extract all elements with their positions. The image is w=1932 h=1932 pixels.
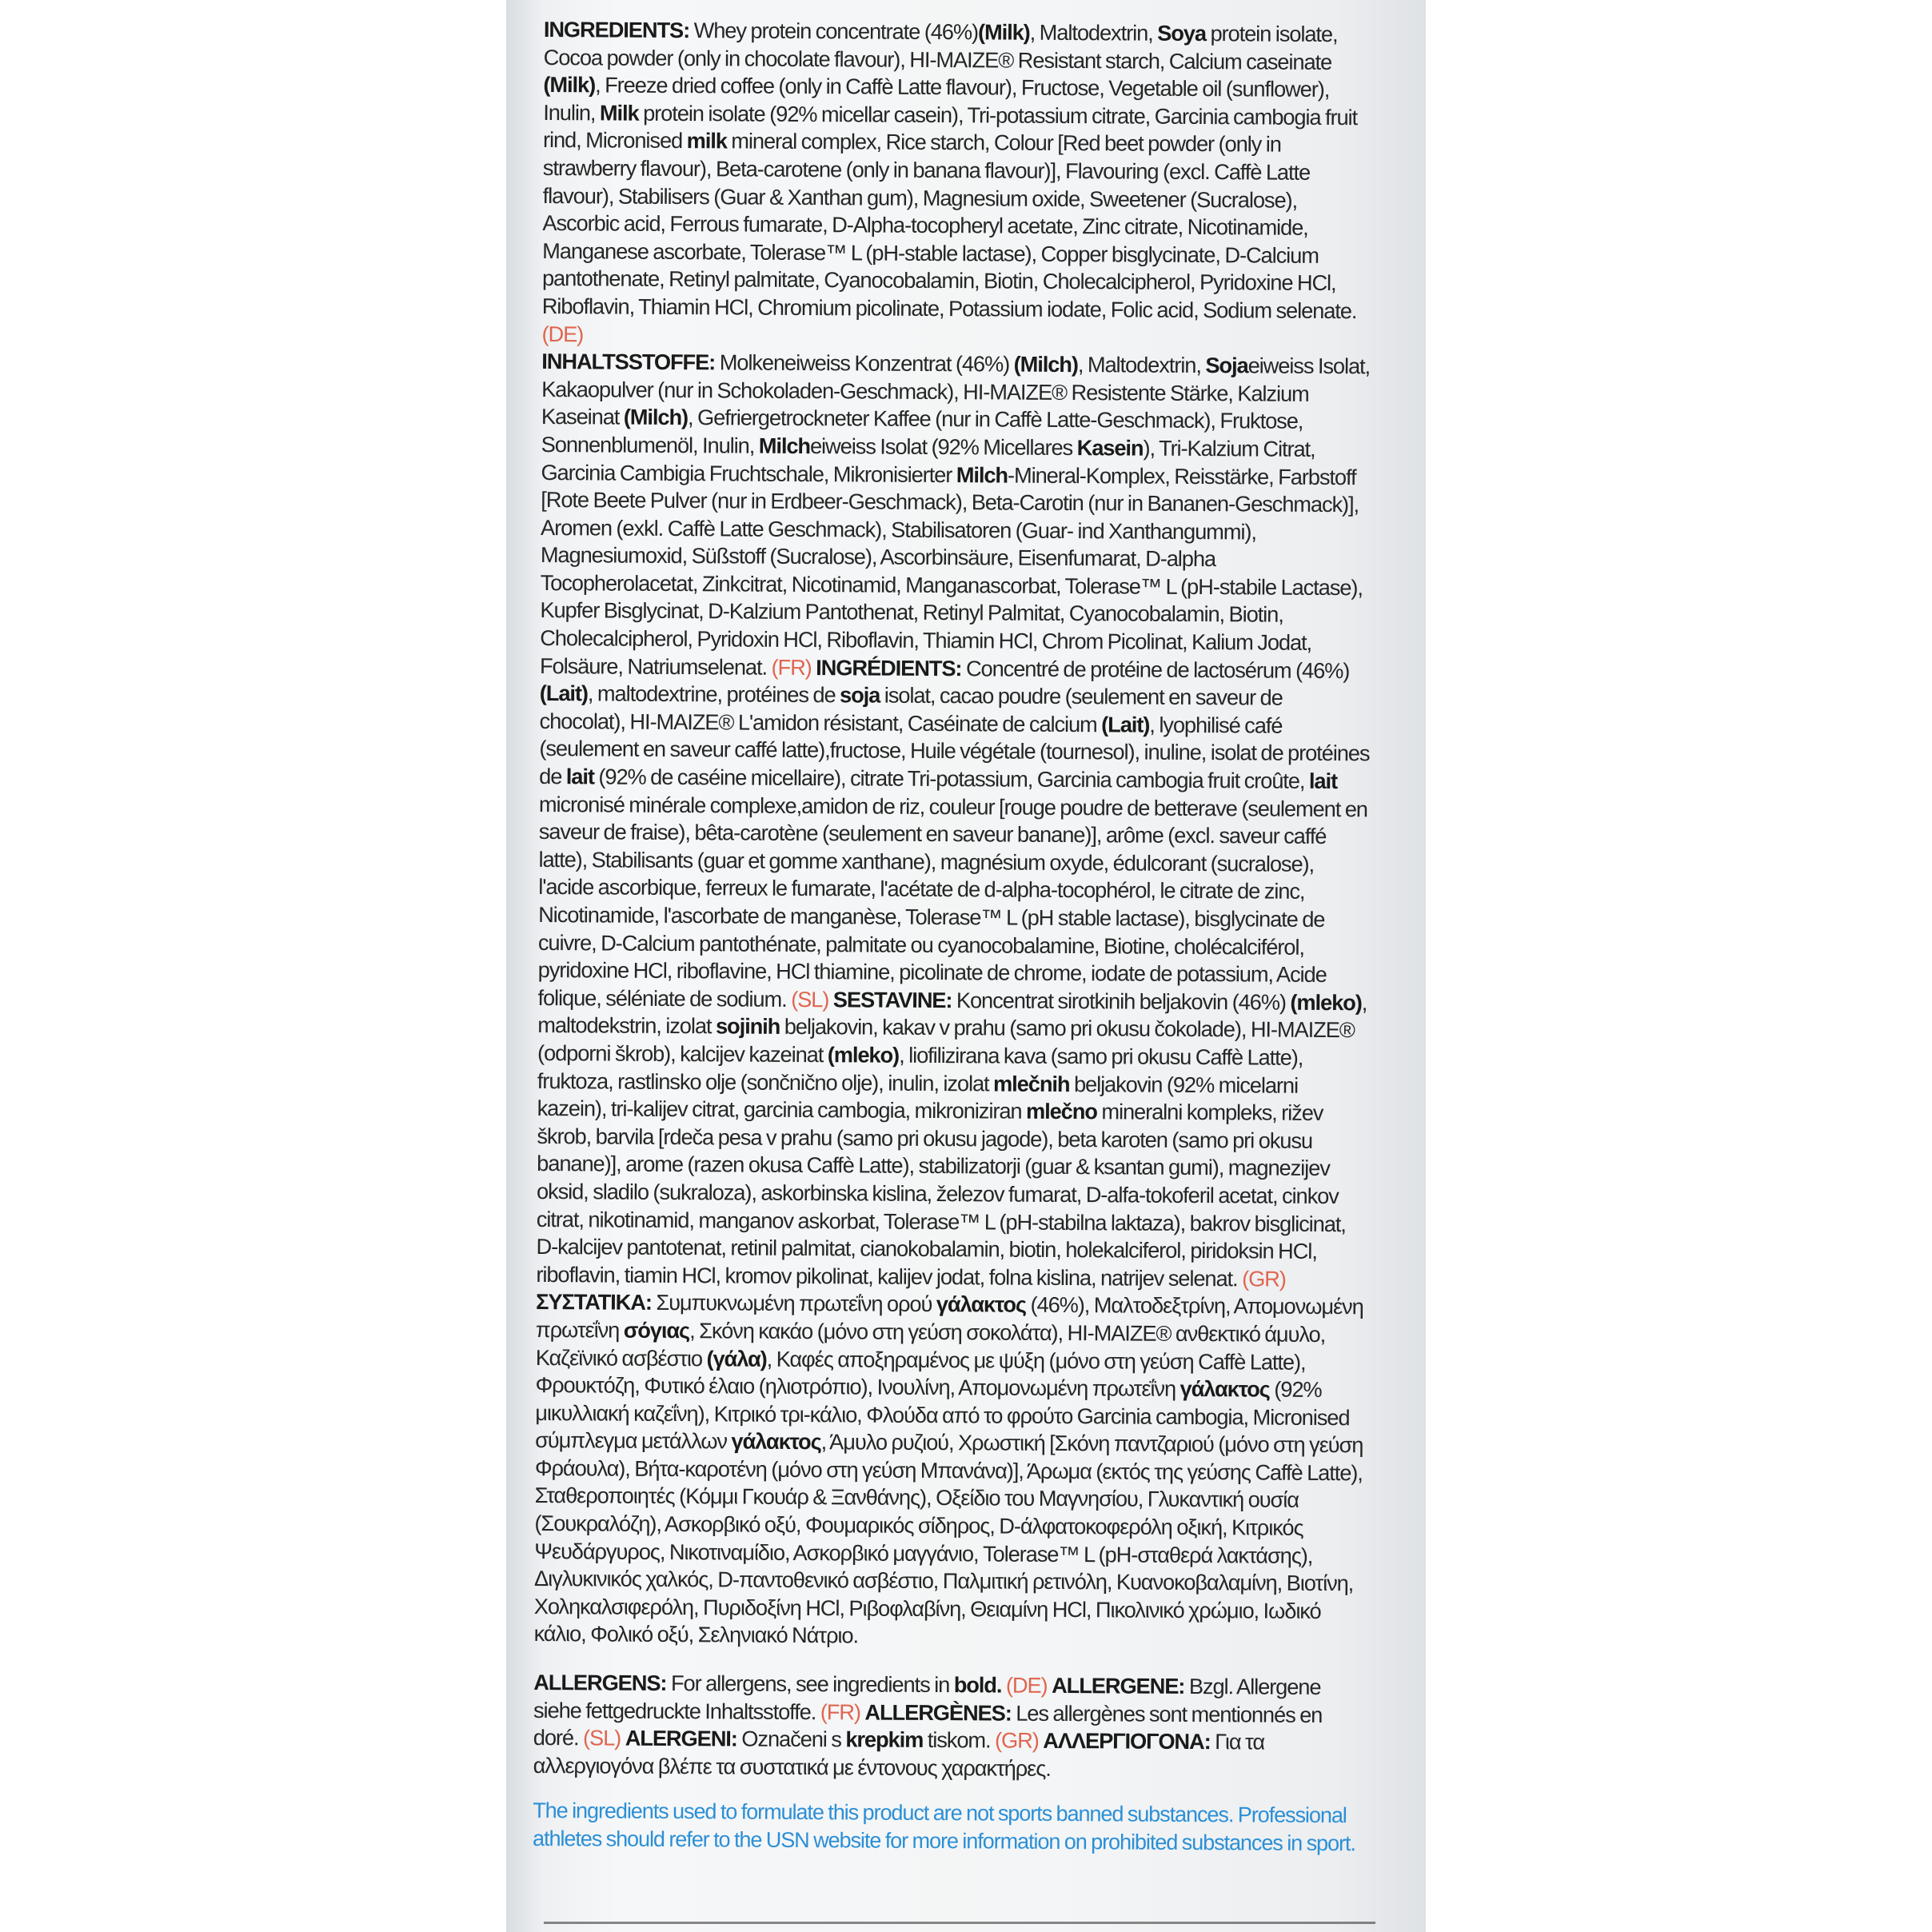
bold-term: (Lait) [539,681,589,706]
bold-term: INGRÉDIENTS: [816,654,962,681]
text-run: , maltodextrine, protéines de [587,681,840,708]
product-label [506,0,1426,1932]
text-run: , lyophilisé café (seulement en saveur caffé latte),fructose, Huile végétale (tournesol), inuline, isolat de protéines de [539,712,1370,789]
bold-term: milk [686,128,727,154]
bold-term: (Milch) [623,404,689,430]
text-run: Bzgl. Allergene siehe fettgedruckte Inhaltsstoffe. [533,1673,1321,1724]
text-run: Les allergènes sont mentionnés en doré. [533,1700,1323,1750]
ingredients-de-fr-sl-gr-paragraph [534,348,1374,1653]
text-run: For allergens, see ingredients in [666,1671,954,1698]
language-code: (FR) [771,654,812,680]
language-code: (DE) [1005,1672,1048,1698]
bold-term: Soja [1205,353,1248,378]
bold-term: SESTAVINE: [832,987,952,1012]
text-run: , Gefriergetrockneter Kaffee (nur in Caffè Latte-Geschmack), Fruktose, Sonnenblumenöl, Inulin, [541,405,1303,458]
text-run: Whey protein concentrate (46%) [689,18,979,45]
allergens-paragraph [533,1669,1366,1785]
text-run: , Maltodextrin, [1077,352,1206,378]
text-run: tiskom. [923,1727,996,1753]
language-code: (GR) [1242,1266,1286,1291]
bold-term: ΑΛΛΕΡΓΙΟΓΟΝΑ: [1043,1728,1211,1754]
text-run: -Mineral-Komplex, Reisstärke, Farbstoff [Rote Beete Pulver (nur in Erdbeer-Geschmack), Beta-Carotin (nur in Bananen-Geschmack)], Aromen (exkl. Caffè Latte Geschmack), Stabilisatoren (Guar- ind Xanthangummi), Magnesiumoxid, Süßstoff (Sucralose), Ascorbinsäure, Eisenfumarat, D-alpha Tocopherolacetat, Zinkcitrat, Nicotinamid, Manganascorbat, Tolerase™ L (pH-stabile Lactase), Kupfer Bisglycinat, D-Kalzium Pantothenat, Retinyl Palmitat, Cyanocobalamin, Biotin, Cholecalcipherol, Pyridoxin HCl, Riboflavin, Thiamin HCl, Chrom Picolinat, Kalium Jodat, Folsäure, Natriumselenat. [539,462,1363,680]
bold-term: γάλακτος [936,1291,1027,1318]
language-code: (SL) [582,1725,621,1750]
bold-term: krepkim [845,1726,924,1753]
language-code: (GR) [994,1727,1039,1754]
bold-term: (γάλα) [706,1345,767,1371]
text-run: Concentré de protéine de lactosérum (46%) [961,655,1350,683]
language-code: (FR) [820,1698,861,1725]
language-code: (SL) [791,986,829,1012]
bold-term: Soya [1157,20,1207,46]
text-run: , Καφές αποξηραμένος με ψύξη (μόνο στη γεύση Caffè Latte), Φρουκτόζη, Φυτικό έλαιο (ηλιοτρόπιο), Ινουλίνη, Απομονωμένη πρωτεΐνη [535,1346,1306,1401]
text-run: mineral complex, Rice starch, Colour [Red beet powder (only in strawberry flavour), Beta-carotene (only in banana flavour)], Flavouring (excl. Caffè Latte flavour), Stabilisers (Guar & Xanthan gum), Magnesium oxide, Sweetener (Sucralose), Ascorbic acid, Ferrous fumarate, D-Alpha-tocopheryl acetate, Zinc citrate, Nicotinamide, Manganese ascorbate, Tolerase™ L (pH-stable lactase), Copper bisglycinate, D-Calcium pantothenate, Retinyl palmitate, Cyanocobalamin, Biotin, Cholecalcipherol, Pyridoxine HCl, Riboflavin, Thiamin HCl, Chromium picolinate, Potassium iodate, Folic acid, Sodium selenate. [541,128,1357,324]
bold-term: ALLERGENE: [1052,1672,1185,1698]
label-text-block [533,16,1375,1858]
language-code: (DE) [541,321,584,346]
bold-term: ALERGENI: [625,1725,737,1751]
bold-term: (mleko) [827,1042,900,1068]
text-run: , Σκόνη κακάο (μόνο στη γεύση σοκολάτα), HI-MAIZE® ανθεκτικό άμυλο, Καζεϊνικό ασβέστιο [535,1318,1326,1371]
bold-term: ALLERGENS: [533,1669,667,1696]
bold-term: Milch [758,433,811,458]
text-run: , Άμυλο ρυζιού, Χρωστική [Σκόνη παντζαριού (μόνο στη γεύση Φράουλα), Βήτα-καροτένη (μόνο στη γεύση Μπανάνα)], Άρωμα (εκτός της γεύσης Caffè Latte), Σταθεροποιητές (Κόμμι Γκουάρ & Ξανθάνης), Οξείδιο του Μαγνησίου, Γλυκαντική ουσία (Σουκραλόζη), Ασκορβικό οξύ, Φουμαρικός σίδηρος, D-άλφατοκοφερόλη οξική, Κιτρικός Ψευδάργυρος, Νικοτιναμίδιο, Ασκορβικό μαγγάνιο, Tolerase™ L (pH-σταθερά λακτάσης), Διγλυκινικός χαλκός, D-παντοθενικό ασβέστιο, Παλμιτική ρετινόλη, Κυανοκοβαλαμίνη, Βιοτίνη, Χοληκαλσιφερόλη, Πυριδοξίνη HCl, Ριβοφλαβίνη, Θειαμίνη HCl, Πικολινικό χρώμιο, Ιωδικό κάλιο, Φολικό οξύ, Σεληνιακό Νάτριο. [533,1429,1363,1648]
bold-term: INGREDIENTS: [543,16,690,43]
text-run: isolat, cacao poudre (seulement en saveur de chocolat), HI-MAIZE® L'amidon résistant, Caséinate de calcium [539,682,1283,737]
text-run: eiweiss Isolat, Kakaopulver (nur in Schokoladen-Geschmack), HI-MAIZE® Resistente Stärke, Kalzium Kaseinat [541,353,1371,429]
text-run: beljakovin, kakav v prahu (samo pri okusu čokolade), HI-MAIZE® (odporni škrob), kalcijev kazeinat [537,1014,1355,1068]
bold-term: (mleko) [1290,989,1362,1016]
text-run: Označeni s [736,1726,846,1752]
bottom-rule [544,1922,1375,1924]
text-run: , Maltodextrin, [1029,19,1158,46]
bold-term: γάλακτος [1180,1375,1270,1402]
bold-term: (Milk) [977,19,1030,45]
text-run: , liofilizirana kava (samo pri okusu Caffè Latte), fruktoza, rastlinsko olje (sončnično olje), inulin, izolat [537,1042,1303,1096]
bold-term: γάλακτος [731,1428,821,1455]
text-run: (46%), Μαλτοδεξτρίνη, Απομονωμένη πρωτεΐνη [535,1292,1363,1343]
text-run: ), Tri-Kalzium Citrat, Garcinia Cambigia Fruchtschale, Mikronisierter [541,435,1315,487]
text-run: mineralni kompleks, rižev škrob, barvila [rdeča pesa v prahu (samo pri okusu jagode), beta karoten (samo pri okusu banane)], arome (razen okusa Caffè Latte), stabilizatorji (guar & ksantan gumi), magnezijev oksid, sladilo (sukraloza), askorbinska kislina, železov fumarat, D-alfa-tokoferil acetat, cinkov citrat, nikotinamid, manganov askorbat, Tolerase™ L (pH-stabilna laktaza), bakrov bisglicinat, D-kalcijev pantotenat, retinil palmitat, cianokobalamin, biotin, holekalciferol, piridoksin HCl, riboflavin, tiamin HCl, kromov pikolinat, kalijev jodat, folna kislina, natrijev selenat. [536,1099,1346,1291]
text-run: Για τα αλλεργιογόνα βλέπε τα συστατικά με έντονους χαρακτήρες. [533,1729,1265,1781]
text-run: (92% de caséine micellaire), citrate Tri-potassium, Garcinia cambogia fruit croûte, [593,764,1310,793]
bold-term: INHALTSSTOFFE: [541,349,716,375]
text-run: protein isolate (92% micellar casein), Tri-potassium citrate, Garcinia cambogia fruit rind, Micronised [542,100,1358,154]
bold-term: lait [1308,768,1338,794]
bold-term: (Milch) [1013,351,1079,377]
text-run: protein isolate, Cocoa powder (only in chocolate flavour), HI-MAIZE® Resistant starch, Calcium caseinate [543,21,1338,74]
ingredients-en-paragraph [541,16,1375,353]
text-run: Molkeneiweiss Konzentrat (46%) [715,349,1014,377]
bold-term: sojinih [715,1013,780,1040]
text-run: , maltodekstrin, izolat [537,990,1367,1039]
text-run: eiweiss Isolat (92% Micellares [809,433,1077,460]
text-run: micronisé minérale complexe,amidon de riz, couleur [rouge poudre de betterave (seulement en saveur de fraise), bêta-carotène (seulement en saveur banane)], arôme (excl. saveur caffé latte), Stabilisants (guar et gomme xanthane), magnésium oxyde, édulcorant (sucralose), l'acide ascorbique, ferreux le fumarate, l'acétate de d-alpha-tocophérol, le citrate de zinc, Nicotinamide, l'ascorbate de manganèse, Tolerase™ L (pH stable lactase), bisglycinate de cuivre, D-Calcium pantothénate, palmitate ou cyanocobalamine, Biotine, cholécalciférol, pyridoxine HCl, riboflavine, HCl thiamine, picolinate de chrome, iodate de potassium, Acide folique, séléniate de sodium. [537,791,1367,1012]
text-run: Koncentrat sirotkinih beljakovin (46%) [952,987,1291,1015]
text-run: (92% μικυλλιακή καζεΐνη), Κιτρικό τρι-κάλιο, Φλούδα από το φρούτο Garcinia cambogia, Micronised σύμπλεγμα μετάλλων [535,1376,1350,1454]
bold-term: mlečnih [993,1071,1070,1096]
bold-term: (Milk) [543,72,596,98]
bold-term: (Lait) [1101,712,1150,737]
text-run: beljakovin (92% micelarni kazein), tri-kalijev citrat, garcinia cambogia, mikroniziran [537,1071,1299,1124]
bold-term: Kasein [1076,434,1144,461]
bold-term: Milk [599,100,639,126]
text-run: Συμπυκνωμένη πρωτεΐνη ορού [651,1290,936,1317]
bold-term: bold. [953,1672,1002,1698]
bold-term: soja [840,682,880,708]
bold-term: mlečno [1025,1098,1098,1124]
bold-term: Milch [956,461,1008,488]
bold-term: σόγιας [623,1317,690,1343]
bold-term: lait [565,764,595,789]
bold-term: ΣΥΣΤΑΤΙΚΑ: [536,1289,652,1315]
text-run: , Freeze dried coffee (only in Caffè Latte flavour), Fructose, Vegetable oil (sunflower), Inulin, [543,72,1330,126]
banned-substances-notice: The ingredients used to formulate this product are not sports banned substances. Professional athletes should refer to the USN website for more information on prohibited substances in sport. [532,1798,1355,1856]
bold-term: ALLERGÈNES: [864,1699,1012,1726]
